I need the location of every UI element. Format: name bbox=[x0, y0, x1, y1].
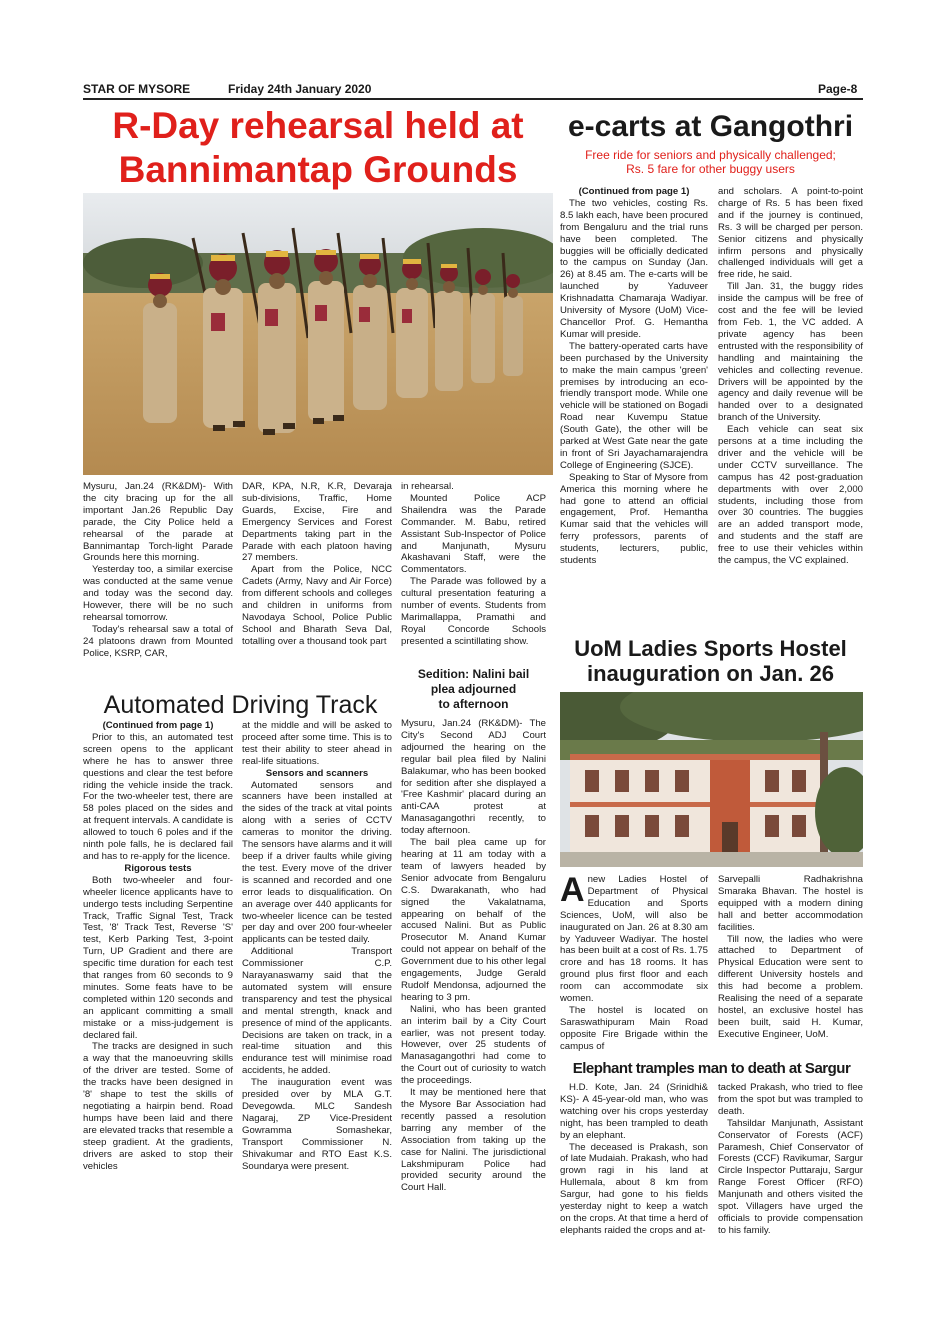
elephant-col2-p2: Tahsildar Manjunath, Assistant Conservator of Forests (ACF) Paramesh, Chief Conservator of Forests (CCF) Ravikumar, Sargur Circle Inspector Puttaraju, Sargur Range Forest Officer (RFO) Manjunath and others visited the spot. Villagers have urged the officials to provide compensation to his family. bbox=[718, 1117, 863, 1236]
sedition-headline bbox=[401, 667, 546, 712]
rday-col3-p2: Mounted Police ACP Shailendra was the Parade Commander. M. Babu, retired Assistant Sub-Inspector of Police and Manjunath, Mysuru Akashavani Staff, were the Commentators. bbox=[401, 492, 546, 576]
hostel-headline bbox=[558, 636, 863, 686]
driving-col2-p3: Additional Transport Commissioner C.P. Narayanaswamy said that the automated system will ensure transparency and test the physical and mental strength, knack and presence of mind of the applicants. Decisions are taken on track, in a real-time situation and this endurance test will minimise road accidents, he added. bbox=[242, 946, 392, 1077]
ecarts-col2-p3: Each vehicle can seat six persons at a time including the driver and the vehicle will be under CCTV surveillance. The campus has 42 post-graduation departments with over 2,000 students, including those from over 30 countries. The buggies are an added transport mode, and students and the staff are free to use their vehicles within the campus, the VC explained. bbox=[718, 424, 863, 567]
parade-photo bbox=[83, 193, 553, 475]
ecarts-subhead bbox=[558, 148, 863, 176]
driving-headline: Automated Driving Track bbox=[103, 691, 378, 719]
rday-col2-p1: DAR, KPA, N.R, K.R, Devaraja sub-divisions, Traffic, Home Guards, Excise, Fire and Emergency Services and Forest Departments taking part in the Parade with each platoon having 27 members. bbox=[242, 481, 392, 564]
hostel-headline-line1: UoM Ladies Sports Hostel bbox=[574, 636, 847, 661]
sedition-p2: The bail plea came up for hearing at 11 am today with a team of lawyers headed by Senior advocate from Bengaluru C.S. Dwarakanath, who had signed the Vakalatnama, appearing on behalf of the accused Nalini. But as Public Prosecutor M. Anand Kumar could not appear on behalf of the Government due to his other legal engagements, Judge Gerald Rudolf Mendonsa, adjourned the hearing to 3 pm. bbox=[401, 837, 546, 1003]
masthead-rule bbox=[83, 98, 863, 100]
driving-col1-p2: Both two-wheeler and four-wheeler licence applicants have to undergo tests including Serpentine Track, Traffic Signal Test, Track Test, '8' Track Test, Reverse 'S' test, Kerb Parking Test, 3-point Turn, UP Gradient and there are specific time duration for each test that ranges from 60 seconds to 9 minutes. Some feats have to be completed within 120 seconds and an applicant committing a small mistake or a miss-judgement is declared fail. bbox=[83, 874, 233, 1041]
elephant-col1 bbox=[560, 1082, 708, 1237]
driving-subhead-sensors: Sensors and scanners bbox=[265, 767, 369, 779]
rday-col3-p1: in rehearsal. bbox=[401, 481, 454, 492]
sedition-headline-line3: to afternoon bbox=[438, 697, 509, 711]
driving-subhead-rigorous: Rigorous tests bbox=[124, 862, 192, 874]
ecarts-col1-p1: The two vehicles, costing Rs. 8.5 lakh each, have been procured from Bengaluru and the trial runs have been completed. The buggies will be officially dedicated to the campus on Sunday (Jan. 26) at 8.45 am. The e-carts will be launched by Yaduveer Krishnadatta Chamaraja Wadiyar. University of Mysore (UoM) Vice-Chancellor Prof. G. Hemantha Kumar will preside. bbox=[560, 197, 708, 340]
driving-col2-p1: at the middle and will be asked to proceed after some time. This is to test their ability to steer ahead in real-life situations. bbox=[242, 720, 392, 767]
hostel-drop-cap: A bbox=[560, 871, 585, 909]
hostel-col2 bbox=[718, 874, 863, 1041]
rday-col1-p1: Mysuru, Jan.24 (RK&DM)- With the city bracing up for the all important Jan.26 Republic Day parade, the City Police held a rehearsal of the parade at Bannimantap Torch-light Parade Grounds here this morning. bbox=[83, 481, 233, 564]
ecarts-col1-p2: The battery-operated carts have been purchased by the University to make the main campus 'green' premises by introducing an eco-friendly transport mode. While one vehicle will be stationed on Bogadi Road near Kuvempu Statue (South Gate), the other will be parked at West Gate near the gate in front of Sri Jayachamarajendra College of Engineering (SJCE). bbox=[560, 340, 708, 471]
ecarts-col2-p2: Till Jan. 31, the buggy rides inside the campus will be free of cost and the fee will be levied from Feb. 1, the VC added. A private agency has been entrusted with the responsibility of handling and maintaining the vehicles and collecting revenue. Drivers will be appointed by the agency and daily revenue will be handed over to a designated branch of the University. bbox=[718, 281, 863, 424]
sedition-p1: Mysuru, Jan.24 (RK&DM)- The City's Second ADJ Court adjourned the hearing on the regular bail plea filed by Nalini Balakumar, who has been booked for sedition after she displayed a 'Free Kashmir' placard during an anti-CAA protest at Manasagangothri recently, to today afternoon. bbox=[401, 718, 546, 837]
ecarts-col1-p3: Speaking to Star of Mysore from America this morning where he had gone to attend an official engagement, Prof. Hemantha Kumar said that the vehicles will ferry professors, parents of students, lecturers, public, students bbox=[560, 471, 708, 567]
hostel-col1 bbox=[560, 871, 708, 1053]
driving-col2-p4: The inauguration event was presided over by MLA G.T. Devegowda. MLC Sandesh Nagaraj, ZP Vice-President Gowramma Somashekar, Transport Commissioner N. Shivakumar and RTO East K.S. Soundarya were present. bbox=[242, 1077, 392, 1172]
rday-col2 bbox=[242, 481, 392, 648]
driving-col2 bbox=[242, 720, 392, 1172]
driving-col1-p3: The tracks are designed in such a way that the manoeuvring skills of the driver are tested. Some of the tracks have been designed in '8' shape to test the skills of negotiating a hairpin bend. Road humps have been laid and there are elevated tracks that resemble a steep gradient. At the gradients, drivers are asked to stop their vehicles bbox=[83, 1041, 233, 1172]
ecarts-col1 bbox=[560, 186, 708, 567]
rday-headline-line1: R-Day rehearsal held at bbox=[112, 105, 524, 146]
driving-col2-p2: Automated sensors and scanners have been installed at the sides of the track at vital points along with a series of CCTV cameras to monitor the driving. The sensors have alarms and it will beep if a driver faults while giving the test. Every move of the driver is scanned and recorded and one error leads to disqualification. On an average over 440 applicants for two-wheeler licence can be tested per day and over 200 four-wheeler applicants can be tested daily. bbox=[242, 779, 392, 946]
rday-col1 bbox=[83, 481, 233, 660]
rday-headline-line2: Bannimantap Grounds bbox=[118, 149, 518, 190]
rday-col3 bbox=[401, 481, 546, 648]
rday-col1-p2: Yesterday too, a similar exercise was conducted at the same venue and today was the second day. However, there will be no such rehearsal tomorrow. bbox=[83, 564, 233, 623]
sedition-headline-line2: plea adjourned bbox=[430, 682, 517, 696]
driving-col1 bbox=[83, 720, 233, 1172]
ecarts-subhead-line2: Rs. 5 fare for other buggy users bbox=[626, 162, 795, 176]
hostel-col1-p1: new Ladies Hostel of Department of Physical Education and Sports Sciences, UoM, will also be inaugurated on Jan. 26 at 8.30 am by Yaduveer Wadiyar. The hostel has been built at a cost of Rs. 1.75 crore and has 18 rooms. It has ground plus first floor and each room can accommodate six women. bbox=[560, 874, 708, 1005]
hostel-photo bbox=[560, 692, 863, 867]
hostel-col2-p2: Till now, the ladies who were attached to Department of Physical Education were sent to different University hostels and this had become a problem. Realising the need of a separate hostel, an exclusive hostel has been built, said H. Kumar, Executive Engineer, UoM. bbox=[718, 933, 863, 1040]
elephant-col2 bbox=[718, 1082, 863, 1237]
driving-continued: (Continued from page 1) bbox=[102, 720, 214, 731]
masthead-paper: STAR OF MYSORE bbox=[83, 82, 191, 96]
elephant-col1-p1: H.D. Kote, Jan. 24 (Srinidhi& KS)- A 45-year-old man, who was watching over his crops yesterday night, has been trampled to death by an elephant. bbox=[560, 1082, 708, 1141]
elephant-headline: Elephant tramples man to death at Sargur bbox=[572, 1060, 851, 1077]
elephant-col2-p1: tacked Prakash, who tried to flee from the spot but was trampled to death. bbox=[718, 1082, 863, 1117]
masthead-date: Friday 24th January 2020 bbox=[228, 82, 372, 96]
rday-col3-p3: The Parade was followed by a cultural presentation featuring a number of events. Students from Marimallappa, Pramathi and Royal Concorde Schools presented a scintillating show. bbox=[401, 576, 546, 647]
rday-headline bbox=[83, 104, 553, 192]
elephant-col1-p2: The deceased is Prakash, son of late Mudaiah. Prakash, who had grown ragi in his land at Hullemala, about 8 km from Sargur, had gone to his fields yesterday night to keep a watch on the crops. At that time a herd of elephants raided the crops and at- bbox=[560, 1141, 708, 1236]
rday-col2-p2: Apart from the Police, NCC Cadets (Army, Navy and Air Force) from different schools and colleges and children in uniforms from Navodaya School, Police Public School and Bharath Seva Dal, totalling over a thousand took part bbox=[242, 564, 392, 647]
sedition-headline-line1: Sedition: Nalini bail bbox=[417, 667, 530, 681]
hostel-col2-p1: Sarvepalli Radhakrishna Smaraka Bhavan. The hostel is equipped with a modern dining hall and better accommodation facilities. bbox=[718, 874, 863, 933]
masthead-page: Page-8 bbox=[818, 82, 858, 96]
sedition-p4: It may be mentioned here that the Mysore Bar Association had recently passed a resolution barring any member of the Association from taking up the case for Nalini. The jurisdictional Lakshmipuram Police had provided security around the Court Hall. bbox=[401, 1087, 546, 1194]
ecarts-col2-p1: and scholars. A point-to-point charge of Rs. 5 has been fixed and if the journey is continued, Rs. 3 will be charged per person. Senior citizens and physically infirm persons and physically challenged individuals will get a free ride, he said. bbox=[718, 186, 863, 281]
driving-col1-p1: Prior to this, an automated test screen opens to the applicant where he has to answer three questions and clear the test before riding the vehicle inside the track. For the two-wheeler test, there are 58 poles placed on the sides and at frequent intervals. A candidate is allowed to touch 6 poles and if the ninth pole falls, he is declared fail and has to re-apply for the licence. bbox=[83, 731, 233, 862]
sedition-col bbox=[401, 718, 546, 1194]
ecarts-continued: (Continued from page 1) bbox=[578, 186, 690, 197]
hostel-col1-p2: The hostel is located on Saraswathipuram Main Road opposite Fire Brigade within the campus of bbox=[560, 1004, 708, 1052]
sedition-p3: Nalini, who has been granted an interim bail by a City Court earlier, was not present today. However, over 25 students of Manasagangothri had come to the Court out of curiosity to watch the proceedings. bbox=[401, 1003, 546, 1087]
ecarts-headline: e-carts at Gangothri bbox=[567, 110, 854, 143]
rday-col1-p3: Today's rehearsal saw a total of 24 platoons drawn from Mounted Police, KSRP, CAR, bbox=[83, 623, 233, 659]
hostel-headline-line2: inauguration on Jan. 26 bbox=[587, 661, 834, 686]
ecarts-subhead-line1: Free ride for seniors and physically challenged; bbox=[585, 148, 836, 162]
ecarts-col2 bbox=[718, 186, 863, 567]
